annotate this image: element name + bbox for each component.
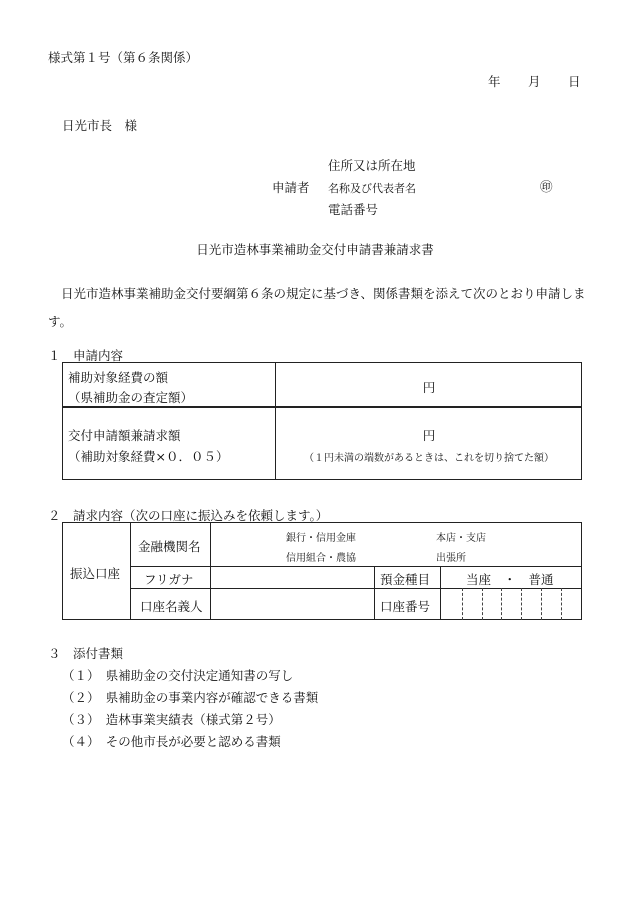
deposit-type-label: 預金種目 [380,572,431,587]
request-amount-value[interactable]: 円 [422,428,436,443]
branch-option-2[interactable]: 出張所 [436,553,466,564]
eligible-cost-sublabel: （県補助金の査定額） [68,390,194,405]
phone-label: 電話番号 [328,202,379,217]
bank-name-label: 金融機関名 [138,539,201,554]
eligible-cost-value[interactable]: 円 [422,380,436,395]
request-amount-sublabel: （補助対象経費×０．０５） [68,449,229,464]
seal-mark: ㊞ [540,179,553,194]
name-label: 名称及び代表者名 [328,182,416,195]
request-amount-label: 交付申請額兼請求額 [68,428,181,443]
rounding-note: （１円未満の端数があるときは、これを切り捨てた額） [304,453,554,464]
document-title: 日光市造林事業補助金交付申請書兼請求書 [196,242,434,257]
attachment-item: （３） 造林事業実績表（様式第２号） [62,712,281,727]
account-holder-label: 口座名義人 [140,599,203,614]
attachment-item: （４） その他市長が必要と認める書類 [62,734,281,749]
section1-heading: １ 申請内容 [48,348,124,363]
furigana-label: フリガナ [144,572,194,587]
date-day-label: 日 [568,74,581,89]
attachment-item: （２） 県補助金の事業内容が確認できる書類 [62,690,319,705]
bank-option-1[interactable]: 銀行・信用金庫 [286,533,356,544]
body-paragraph: 日光市造林事業補助金交付要綱第６条の規定に基づき、関係書類を添えて次のとおり申請します。 [48,286,586,329]
applicant-role-label: 申請者 [272,180,310,195]
attachment-item: （１） 県補助金の交付決定通知書の写し [62,668,294,683]
form-number: 様式第１号（第６条関係） [48,50,199,65]
section3-heading: ３ 添付書類 [48,646,124,661]
address-label: 住所又は所在地 [328,158,416,173]
date-year-label: 年 [488,74,501,89]
section2-heading: ２ 請求内容（次の口座に振込みを依頼します。） [48,508,329,523]
addressee: 日光市長 様 [62,118,138,133]
bank-option-2[interactable]: 信用組合・農協 [286,553,356,564]
eligible-cost-label: 補助対象経費の額 [68,370,169,385]
transfer-account-label: 振込口座 [70,566,121,581]
branch-option-1[interactable]: 本店・支店 [436,533,486,544]
date-month-label: 月 [528,74,541,89]
account-number-label: 口座番号 [380,599,431,614]
deposit-type-options[interactable]: 当座 ・ 普通 [466,572,554,587]
